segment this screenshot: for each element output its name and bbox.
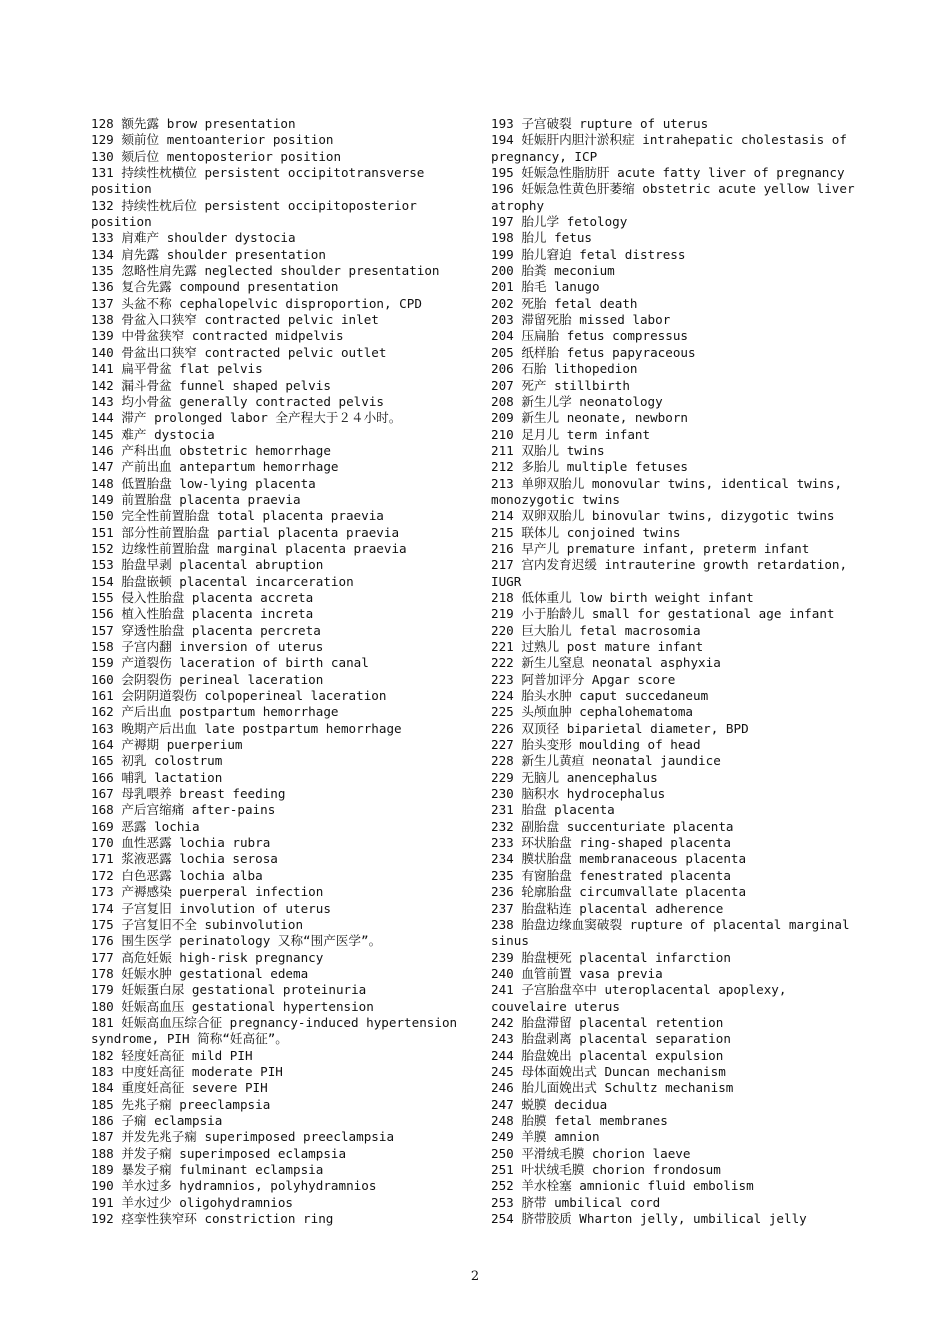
glossary-entry: 227 胎头变形 moulding of head: [491, 737, 701, 753]
glossary-entry: 205 纸样胎 fetus papyraceous: [491, 344, 696, 360]
glossary-entry: 163 晚期产后出血 late postpartum hemorrhage: [91, 720, 402, 736]
glossary-entry: 181 妊娠高血压综合征 pregnancy-induced hypertension syndrome, PIH 简称“妊高征”。: [91, 1014, 465, 1047]
glossary-entry: 239 胎盘梗死 placental infarction: [491, 949, 731, 965]
glossary-entry: 220 巨大胎儿 fetal macrosomia: [491, 622, 701, 638]
glossary-entry: 144 滞产 prolonged labor 全产程大于２４小时。: [91, 410, 402, 426]
glossary-entry: 174 子宫复旧 involution of uterus: [91, 900, 331, 916]
glossary-entry: 248 胎膜 fetal membranes: [491, 1112, 668, 1128]
glossary-entry: 182 轻度妊高征 mild PIH: [91, 1047, 253, 1063]
glossary-entry: 190 羊水过多 hydramnios, polyhydramnios: [91, 1178, 377, 1194]
glossary-entry: 221 过熟儿 post mature infant: [491, 639, 704, 654]
glossary-entry: 150 完全性前置胎盘 total placenta praevia: [91, 508, 384, 524]
glossary-entry: 200 胎粪 meconium: [491, 263, 615, 279]
glossary-entry: 201 胎毛 lanugo: [491, 279, 600, 295]
page-number: 2: [470, 1269, 480, 1284]
glossary-entry: 159 产道裂伤 laceration of birth canal: [91, 655, 369, 671]
glossary-entry: 218 低体重儿 low birth weight infant: [491, 589, 754, 605]
glossary-entry: 209 新生儿 neonate, newborn: [491, 410, 689, 426]
glossary-entry: 140 骨盆出口狭窄 contracted pelvic outlet: [91, 344, 387, 360]
glossary-entry: 230 脑积水 hydrocephalus: [491, 786, 666, 802]
glossary-entry: 184 重度妊高征 severe PIH: [91, 1080, 268, 1096]
glossary-entry: 250 平滑绒毛膜 chorion laeve: [491, 1145, 691, 1161]
glossary-entry: 151 部分性前置胎盘 partial placenta praevia: [91, 524, 400, 540]
glossary-entry: 213 单卵双胎儿 monovular twins, identical twins, monozygotic twins: [491, 475, 850, 507]
glossary-entry: 235 有窗胎盘 fenestrated placenta: [491, 867, 731, 883]
glossary-entry: 211 双胎儿 twins: [491, 442, 605, 458]
glossary-entry: 148 低置胎盘 low-lying placenta: [91, 475, 316, 491]
glossary-entry: 238 胎盘边缘血窦破裂 rupture of placental marginal sinus: [491, 916, 858, 949]
glossary-entry: 156 植入性胎盘 placenta increta: [91, 606, 314, 622]
glossary-entry: 128 额先露 brow presentation: [91, 116, 296, 131]
glossary-entry: 217 宫内发育迟缓 intrauterine growth retardation, IUGR: [491, 557, 855, 589]
glossary-entry: 191 羊水过少 oligohydramnios: [91, 1194, 294, 1210]
glossary-entry: 169 恶露 lochia: [91, 818, 200, 834]
glossary-entry: 186 子痫 eclampsia: [91, 1112, 223, 1128]
left-column: [91, 116, 463, 1227]
glossary-entry: 199 胎儿窘迫 fetal distress: [491, 246, 686, 262]
glossary-entry: 195 妊娠急性脂肪肝 acute fatty liver of pregnancy: [491, 165, 845, 181]
glossary-entry: 178 妊娠水肿 gestational edema: [91, 965, 309, 981]
glossary-entry: 247 蜕膜 decidua: [491, 1096, 608, 1112]
glossary-entry: 193 子宫破裂 rupture of uterus: [491, 116, 709, 131]
glossary-entry: 203 滞留死胎 missed labor: [491, 312, 671, 328]
glossary-entry: 173 产褥感染 puerperal infection: [91, 884, 324, 900]
glossary-entry: 231 胎盘 placenta: [491, 802, 615, 818]
glossary-entry: 142 漏斗骨盆 funnel shaped pelvis: [91, 377, 331, 393]
glossary-entry: 224 胎头水肿 caput succedaneum: [491, 688, 709, 704]
glossary-entry: 215 联体儿 conjoined twins: [491, 524, 681, 540]
glossary-entry: 242 胎盘滞留 placental retention: [491, 1014, 724, 1030]
glossary-entry: 202 死胎 fetal death: [491, 295, 638, 311]
glossary-entry: 204 压扁胎 fetus compressus: [491, 328, 689, 344]
glossary-entry: 243 胎盘剥离 placental separation: [491, 1031, 731, 1047]
glossary-entry: 196 妊娠急性黄色肝萎缩 obstetric acute yellow liver atrophy: [491, 181, 863, 213]
glossary-entry: 253 脐带 umbilical cord: [491, 1194, 661, 1210]
glossary-entry: 175 子宫复旧不全 subinvolution: [91, 916, 304, 932]
glossary-entry: 164 产褥期 puerperium: [91, 737, 243, 753]
glossary-entry: 229 无脑儿 anencephalus: [491, 769, 658, 785]
glossary-entry: 135 忽略性肩先露 neglected shoulder presentation: [91, 263, 440, 279]
glossary-entry: 165 初乳 colostrum: [91, 753, 223, 769]
glossary-entry: 234 膜状胎盘 membranaceous placenta: [491, 851, 747, 867]
glossary-entry: 244 胎盘娩出 placental expulsion: [491, 1047, 724, 1063]
glossary-entry: 251 叶状绒毛膜 chorion frondosum: [491, 1162, 721, 1177]
glossary-entry: 222 新生儿窒息 neonatal asphyxia: [491, 655, 721, 671]
glossary-entry: 249 羊膜 amnion: [491, 1129, 600, 1145]
glossary-entry: 236 轮廓胎盘 circumvallate placenta: [491, 884, 747, 900]
glossary-entry: 176 围生医学 perinatology 又称“围产医学”。: [91, 933, 382, 949]
glossary-entry: 133 肩难产 shoulder dystocia: [91, 230, 296, 246]
glossary-entry: 197 胎儿学 fetology: [491, 214, 628, 230]
glossary-entry: 210 足月儿 term infant: [491, 426, 651, 442]
glossary-entry: 138 骨盆入口狭窄 contracted pelvic inlet: [91, 312, 379, 328]
glossary-entry: 225 头颅血肿 cephalohematoma: [491, 704, 694, 720]
glossary-entry: 237 胎盘粘连 placental adherence: [491, 900, 724, 916]
glossary-entry: 136 复合先露 compound presentation: [91, 279, 339, 295]
glossary-entry: 157 穿透性胎盘 placenta percreta: [91, 622, 321, 638]
glossary-entry: 228 新生儿黄疸 neonatal jaundice: [491, 753, 721, 769]
glossary-entry: 187 并发先兆子痫 superimposed preeclampsia: [91, 1129, 395, 1145]
glossary-entry: 240 血管前置 vasa previa: [491, 965, 663, 981]
glossary-entry: 188 并发子痫 superimposed eclampsia: [91, 1145, 347, 1161]
glossary-entry: 194 妊娠肝内胆汁淤积症 intrahepatic cholestasis of pregnancy, ICP: [491, 132, 855, 164]
glossary-entry: 131 持续性枕横位 persistent occipitotransverse position: [91, 165, 432, 197]
glossary-entry: 252 羊水栓塞 amnionic fluid embolism: [491, 1178, 754, 1194]
glossary-entry: 212 多胎儿 multiple fetuses: [491, 459, 689, 475]
glossary-entry: 216 早产儿 premature infant, preterm infant: [491, 540, 810, 556]
glossary-entry: 147 产前出血 antepartum hemorrhage: [91, 459, 339, 475]
glossary-entry: 246 胎儿面娩出式 Schultz mechanism: [491, 1080, 734, 1096]
glossary-entry: 134 肩先露 shoulder presentation: [91, 246, 326, 262]
glossary-entry: 170 血性恶露 lochia rubra: [91, 835, 271, 851]
glossary-entry: 198 胎儿 fetus: [491, 230, 593, 246]
glossary-entry: 232 副胎盘 succenturiate placenta: [491, 818, 734, 834]
glossary-entry: 153 胎盘早剥 placental abruption: [91, 557, 324, 573]
glossary-entry: 168 产后宫缩痛 after-pains: [91, 802, 276, 818]
glossary-entry: 143 均小骨盆 generally contracted pelvis: [91, 393, 385, 409]
glossary-entry: 129 颏前位 mentoanterior position: [91, 132, 334, 148]
glossary-entry: 177 高危妊娠 high-risk pregnancy: [91, 949, 324, 965]
glossary-entry: 160 会阴裂伤 perineal laceration: [91, 671, 324, 687]
glossary-entry: 167 母乳喂养 breast feeding: [91, 786, 286, 802]
glossary-entry: 172 白色恶露 lochia alba: [91, 867, 263, 883]
glossary-entry: 214 双卵双胎儿 binovular twins, dizygotic twins: [491, 508, 835, 524]
glossary-entry: 233 环状胎盘 ring-shaped placenta: [491, 835, 731, 851]
glossary-entry: 171 浆液恶露 lochia serosa: [91, 851, 278, 867]
glossary-entry: 162 产后出血 postpartum hemorrhage: [91, 704, 339, 720]
glossary-entry: 185 先兆子痫 preeclampsia: [91, 1096, 271, 1112]
glossary-entry: 208 新生儿学 neonatology: [491, 393, 663, 409]
glossary-entry: 179 妊娠蛋白尿 gestational proteinuria: [91, 982, 367, 998]
glossary-entry: 137 头盆不称 cephalopelvic disproportion, CPD: [91, 295, 422, 311]
glossary-entry: 161 会阴阴道裂伤 colpoperineal laceration: [91, 688, 387, 704]
right-column: [491, 116, 861, 1227]
glossary-entry: 183 中度妊高征 moderate PIH: [91, 1063, 283, 1079]
glossary-entry: 155 侵入性胎盘 placenta accreta: [91, 589, 314, 605]
glossary-entry: 180 妊娠高血压 gestational hypertension: [91, 998, 374, 1014]
glossary-entry: 158 子宫内翻 inversion of uterus: [91, 639, 324, 654]
glossary-entry: 226 双顶径 biparietal diameter, BPD: [491, 720, 749, 736]
glossary-entry: 192 痉挛性狭窄环 constriction ring: [91, 1211, 334, 1227]
glossary-entry: 206 石胎 lithopedion: [491, 361, 638, 377]
glossary-entry: 219 小于胎龄儿 small for gestational age infant: [491, 606, 835, 622]
glossary-entry: 149 前置胎盘 placenta praevia: [91, 491, 301, 507]
glossary-entry: 139 中骨盆狭窄 contracted midpelvis: [91, 328, 344, 344]
glossary-entry: 166 哺乳 lactation: [91, 769, 223, 785]
glossary-entry: 132 持续性枕后位 persistent occipitoposterior position: [91, 197, 425, 230]
glossary-entry: 189 暴发子痫 fulminant eclampsia: [91, 1162, 324, 1177]
glossary-entry: 141 扁平骨盆 flat pelvis: [91, 361, 263, 377]
glossary-entry: 241 子宫胎盘卒中 uteroplacental apoplexy, couvelaire uterus: [491, 982, 795, 1014]
glossary-entry: 154 胎盘嵌顿 placental incarceration: [91, 573, 354, 589]
glossary-entry: 152 边缘性前置胎盘 marginal placenta praevia: [91, 540, 407, 556]
glossary-entry: 245 母体面娩出式 Duncan mechanism: [491, 1063, 726, 1079]
glossary-entry: 223 阿普加评分 Apgar score: [491, 671, 676, 687]
glossary-entry: 146 产科出血 obstetric hemorrhage: [91, 442, 331, 458]
glossary-entry: 207 死产 stillbirth: [491, 377, 630, 393]
glossary-entry: 130 颏后位 mentoposterior position: [91, 148, 342, 164]
glossary-entry: 145 难产 dystocia: [91, 426, 215, 442]
glossary-entry: 254 脐带胶质 Wharton jelly, umbilical jelly: [491, 1211, 807, 1227]
